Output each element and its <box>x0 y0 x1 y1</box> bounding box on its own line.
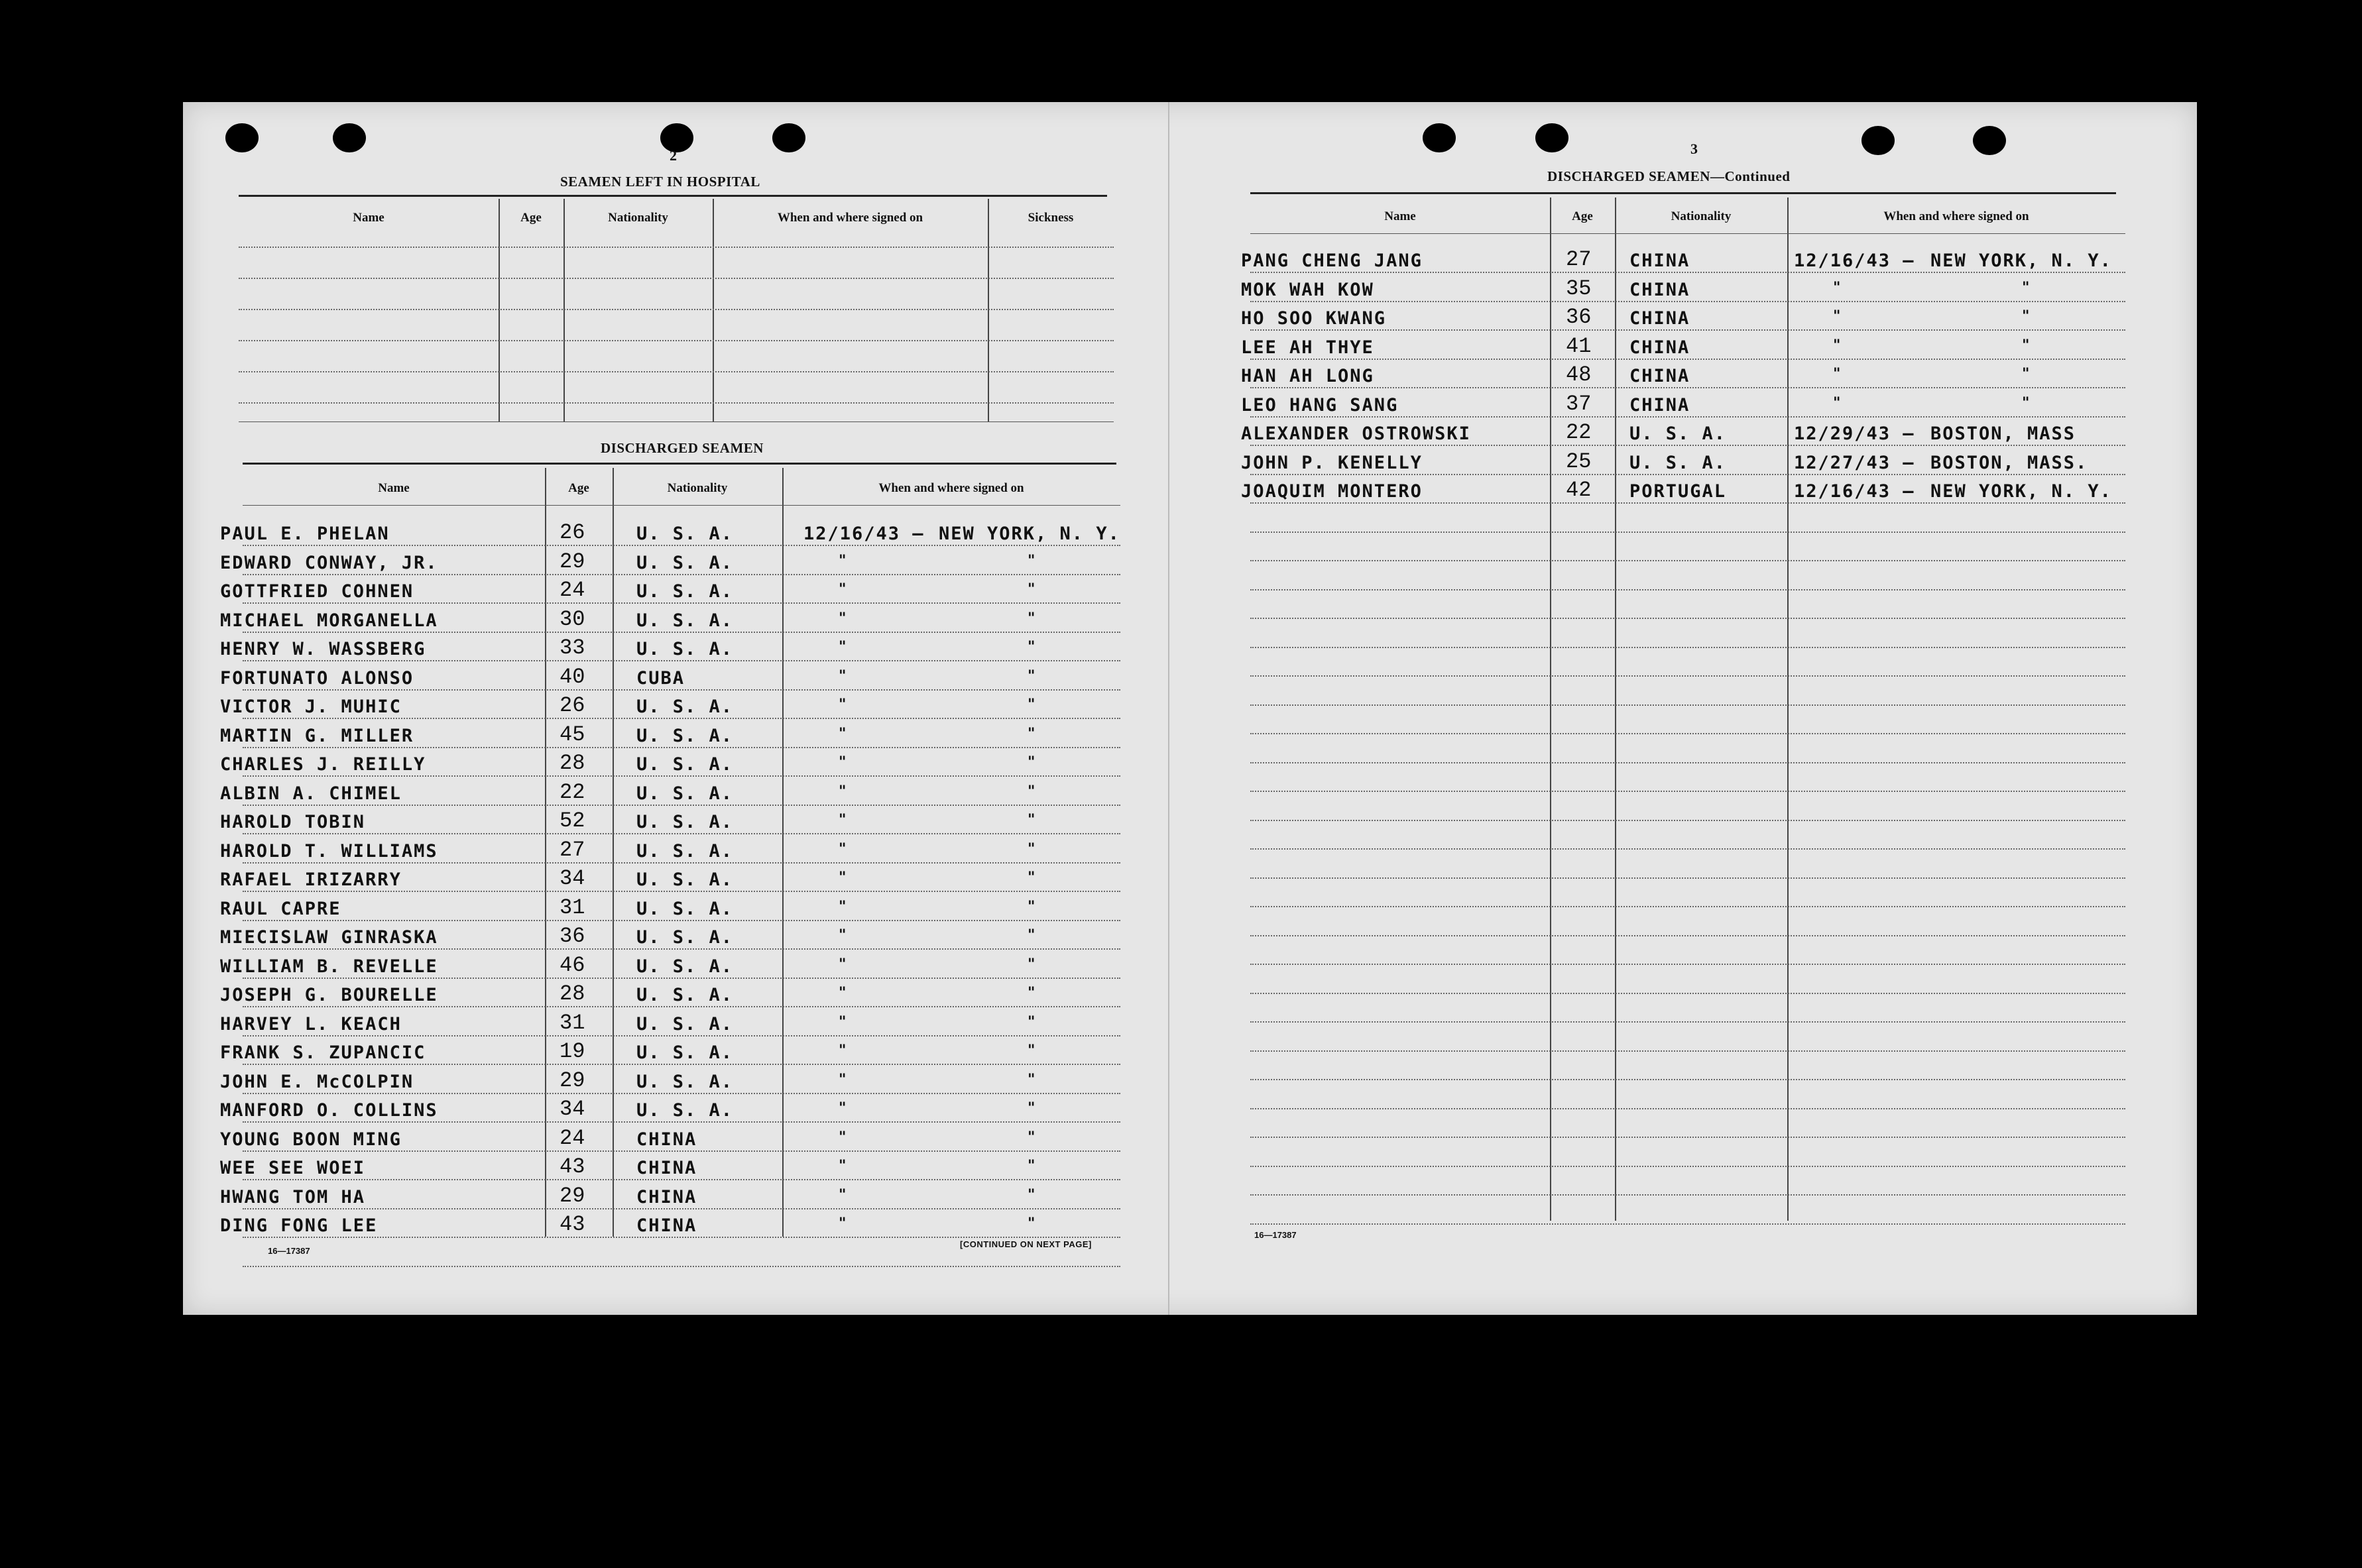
punch-hole <box>1973 126 2006 155</box>
row-rule <box>1250 502 2125 504</box>
row-rule <box>243 689 1120 691</box>
row-rule <box>1250 560 2125 561</box>
seaman-name: MIECISLAW GINRASKA <box>220 927 438 948</box>
signed-on-place: " <box>2022 394 2031 412</box>
seaman-name: ALEXANDER OSTROWSKI <box>1241 423 1471 444</box>
seaman-age: 22 <box>1566 420 1592 445</box>
seaman-name: PANG CHENG JANG <box>1241 251 1423 271</box>
row-rule <box>1250 589 2125 590</box>
seaman-nationality: CHINA <box>1629 308 1690 329</box>
discharged-title: DISCHARGED SEAMEN <box>601 440 764 456</box>
signed-on-place: " <box>1028 552 1037 569</box>
seaman-age: 29 <box>560 549 585 574</box>
row-rule <box>1250 675 2125 677</box>
seaman-nationality: U. S. A. <box>636 552 734 573</box>
seaman-age: 26 <box>560 693 585 718</box>
seaman-age: 25 <box>1566 449 1592 474</box>
seaman-nationality: PORTUGAL <box>1629 481 1727 502</box>
page-number-right: 3 <box>1690 140 1698 157</box>
seaman-age: 34 <box>560 1097 585 1121</box>
seaman-name: RAUL CAPRE <box>220 898 341 919</box>
seaman-name: RAFAEL IRIZARRY <box>220 869 402 890</box>
column-header: When and where signed on <box>1883 209 2029 223</box>
signed-on-place: " <box>1028 1013 1037 1031</box>
page-number-left: 2 <box>670 147 677 164</box>
row-rule <box>1250 762 2125 763</box>
row-rule <box>1250 359 2125 360</box>
continued-note: [CONTINUED ON NEXT PAGE] <box>960 1239 1092 1249</box>
seaman-name: HAROLD TOBIN <box>220 812 366 832</box>
row-rule <box>243 574 1120 575</box>
form-number-left: 16—17387 <box>268 1246 310 1256</box>
seaman-name: JOHN P. KENELLY <box>1241 452 1423 473</box>
signed-on-date: " <box>839 956 848 973</box>
signed-on-date: 12/16/43 – <box>1794 251 1915 271</box>
row-rule <box>243 602 1120 604</box>
seaman-nationality: CHINA <box>636 1158 697 1178</box>
signed-on-place: BOSTON, MASS <box>1930 423 2076 444</box>
row-rule <box>1250 647 2125 648</box>
row-rule <box>243 948 1120 950</box>
discharged-continued-title: DISCHARGED SEAMEN—Continued <box>1547 168 1791 184</box>
signed-on-date: " <box>1833 279 1842 296</box>
column-header: Age <box>520 211 542 225</box>
row-rule <box>243 1064 1120 1065</box>
row-rule <box>243 805 1120 806</box>
row-rule <box>1250 1223 2125 1225</box>
seaman-age: 28 <box>560 981 585 1006</box>
signed-on-place: " <box>1028 840 1037 858</box>
signed-on-place: " <box>1028 985 1037 1001</box>
row-rule <box>1250 301 2125 302</box>
row-rule <box>239 247 1114 248</box>
seaman-name: WILLIAM B. REVELLE <box>220 956 438 977</box>
column-header: Name <box>1384 209 1416 223</box>
signed-on-date: " <box>839 869 848 886</box>
divider <box>243 505 1120 506</box>
signed-on-place: " <box>1028 581 1037 598</box>
punch-hole <box>660 123 693 152</box>
signed-on-date: " <box>839 697 848 713</box>
seaman-nationality: CHINA <box>1629 251 1690 271</box>
column-header: Sickness <box>1028 211 1074 225</box>
signed-on-date: " <box>839 610 848 627</box>
seaman-name: GOTTFRIED COHNEN <box>220 581 414 602</box>
row-rule <box>1250 1194 2125 1196</box>
seaman-age: 34 <box>560 866 585 891</box>
row-rule <box>243 747 1120 748</box>
signed-on-place: " <box>1028 697 1037 713</box>
signed-on-date: " <box>1833 394 1842 412</box>
signed-on-place: " <box>2022 279 2031 296</box>
signed-on-date: " <box>839 985 848 1001</box>
seaman-nationality: CHINA <box>1629 394 1690 416</box>
signed-on-place: NEW YORK, N. Y. <box>939 524 1120 544</box>
signed-on-date: " <box>839 898 848 915</box>
signed-on-date: " <box>839 639 848 655</box>
signed-on-place: " <box>1028 1186 1037 1204</box>
column-divider <box>499 199 500 421</box>
seaman-nationality: U. S. A. <box>636 610 734 631</box>
signed-on-place: " <box>1028 956 1037 973</box>
signed-on-place: " <box>1028 639 1037 655</box>
row-rule <box>1250 618 2125 619</box>
seaman-age: 24 <box>560 578 585 602</box>
seaman-nationality: CHINA <box>1629 366 1690 386</box>
seaman-nationality: U. S. A. <box>636 524 734 544</box>
seaman-age: 52 <box>560 809 585 833</box>
punch-hole <box>772 123 805 152</box>
seaman-nationality: U. S. A. <box>1629 452 1727 473</box>
seaman-nationality: CHINA <box>1629 337 1690 358</box>
row-rule <box>1250 272 2125 273</box>
form-number-right: 16—17387 <box>1254 1230 1297 1240</box>
row-rule <box>243 632 1120 633</box>
row-rule <box>243 660 1120 661</box>
signed-on-date: " <box>839 783 848 800</box>
seaman-nationality: U. S. A. <box>636 927 734 948</box>
signed-on-date: " <box>839 667 848 685</box>
seaman-age: 27 <box>1566 247 1592 272</box>
signed-on-place: " <box>2022 366 2031 382</box>
signed-on-place: " <box>1028 1071 1037 1088</box>
row-rule <box>1250 1050 2125 1052</box>
seaman-nationality: CUBA <box>636 667 685 689</box>
row-rule <box>243 891 1120 892</box>
row-rule <box>1250 877 2125 879</box>
document-sheet <box>183 102 2197 1315</box>
divider <box>1250 233 2125 234</box>
signed-on-date: " <box>839 1071 848 1088</box>
row-rule <box>243 833 1120 834</box>
row-rule <box>243 1093 1120 1094</box>
signed-on-place: NEW YORK, N. Y. <box>1930 251 2112 271</box>
row-rule <box>243 718 1120 719</box>
seaman-nationality: U. S. A. <box>636 754 734 775</box>
signed-on-place: " <box>1028 812 1037 828</box>
seaman-name: ALBIN A. CHIMEL <box>220 783 402 804</box>
signed-on-date: " <box>839 1100 848 1117</box>
signed-on-date: " <box>1833 366 1842 382</box>
signed-on-date: 12/16/43 – <box>1794 481 1915 502</box>
seaman-name: MICHAEL MORGANELLA <box>220 610 438 631</box>
seaman-age: 33 <box>560 636 585 660</box>
seaman-age: 42 <box>1566 478 1592 502</box>
seaman-nationality: U. S. A. <box>636 725 734 746</box>
seaman-name: CHARLES J. REILLY <box>220 754 426 775</box>
column-header: When and where signed on <box>777 211 923 225</box>
seaman-name: JOHN E. McCOLPIN <box>220 1071 414 1092</box>
seaman-name: EDWARD CONWAY, JR. <box>220 552 438 573</box>
column-header: Name <box>378 481 410 495</box>
seaman-name: HWANG TOM HA <box>220 1186 366 1207</box>
column-divider <box>988 199 989 421</box>
row-rule <box>243 1237 1120 1238</box>
seaman-age: 27 <box>560 837 585 862</box>
seaman-name: PAUL E. PHELAN <box>220 524 390 544</box>
signed-on-date: " <box>839 927 848 944</box>
seaman-age: 28 <box>560 751 585 775</box>
seaman-age: 26 <box>560 520 585 545</box>
seaman-age: 36 <box>560 924 585 948</box>
seaman-name: MANFORD O. COLLINS <box>220 1100 438 1121</box>
row-rule <box>1250 416 2125 418</box>
seaman-name: LEO HANG SANG <box>1241 394 1399 416</box>
divider <box>243 463 1116 465</box>
row-rule <box>1250 387 2125 388</box>
seaman-age: 41 <box>1566 333 1592 359</box>
seaman-age: 30 <box>560 606 585 632</box>
row-rule <box>1250 1021 2125 1023</box>
hospital-title: SEAMEN LEFT IN HOSPITAL <box>560 174 760 190</box>
column-header: Name <box>353 211 384 225</box>
seaman-name: DING FONG LEE <box>220 1215 378 1236</box>
row-rule <box>243 978 1120 979</box>
signed-on-place: " <box>1028 667 1037 685</box>
signed-on-date: " <box>839 1129 848 1146</box>
seaman-name: HO SOO KWANG <box>1241 308 1387 329</box>
signed-on-date: " <box>839 1013 848 1031</box>
seaman-nationality: CHINA <box>636 1215 697 1236</box>
seaman-name: HARVEY L. KEACH <box>220 1013 402 1035</box>
punch-hole <box>225 123 259 152</box>
signed-on-date: " <box>839 1215 848 1232</box>
page-fold <box>1168 102 1169 1315</box>
row-rule <box>1250 993 2125 994</box>
seaman-nationality: U. S. A. <box>636 1100 734 1121</box>
column-header: Age <box>1572 209 1593 223</box>
seaman-age: 31 <box>560 895 585 920</box>
row-rule <box>243 1006 1120 1007</box>
signed-on-place: " <box>1028 725 1037 742</box>
seaman-age: 46 <box>560 952 585 978</box>
seaman-age: 36 <box>1566 305 1592 329</box>
signed-on-place: " <box>1028 1215 1037 1232</box>
column-divider <box>713 199 714 421</box>
row-rule <box>1250 704 2125 706</box>
seaman-age: 29 <box>560 1068 585 1093</box>
column-header: Nationality <box>667 481 728 495</box>
divider <box>1250 192 2116 194</box>
signed-on-place: " <box>1028 1042 1037 1059</box>
signed-on-place: " <box>1028 927 1037 944</box>
seaman-age: 48 <box>1566 363 1592 387</box>
row-rule <box>1250 906 2125 907</box>
seaman-nationality: U. S. A. <box>636 1071 734 1092</box>
row-rule <box>1250 532 2125 533</box>
signed-on-date: " <box>839 754 848 771</box>
row-rule <box>239 371 1114 372</box>
seaman-nationality: U. S. A. <box>636 898 734 919</box>
row-rule <box>243 862 1120 864</box>
column-header: Nationality <box>608 211 668 225</box>
row-rule <box>1250 474 2125 475</box>
seaman-name: HAN AH LONG <box>1241 366 1374 386</box>
seaman-age: 37 <box>1566 391 1592 416</box>
seaman-name: FORTUNATO ALONSO <box>220 667 414 689</box>
seaman-nationality: U. S. A. <box>636 985 734 1005</box>
punch-hole <box>1535 123 1568 152</box>
seaman-name: FRANK S. ZUPANCIC <box>220 1042 426 1063</box>
seaman-age: 35 <box>1566 276 1592 301</box>
signed-on-date: 12/27/43 – <box>1794 452 1915 473</box>
signed-on-date: " <box>1833 308 1842 325</box>
seaman-name: WEE SEE WOEI <box>220 1158 366 1178</box>
row-rule <box>1250 1108 2125 1109</box>
divider <box>239 195 1107 197</box>
row-rule <box>243 545 1120 546</box>
signed-on-date: 12/29/43 – <box>1794 423 1915 444</box>
seaman-age: 45 <box>560 722 585 747</box>
signed-on-place: " <box>1028 1129 1037 1146</box>
row-rule <box>1250 964 2125 965</box>
seaman-name: LEE AH THYE <box>1241 337 1374 358</box>
row-rule <box>1250 935 2125 936</box>
column-header: When and where signed on <box>878 481 1024 495</box>
divider <box>239 421 1114 422</box>
seaman-age: 19 <box>560 1039 585 1064</box>
signed-on-date: " <box>839 581 848 598</box>
seaman-nationality: U. S. A. <box>636 639 734 659</box>
row-rule <box>243 1179 1120 1180</box>
signed-on-date: " <box>839 840 848 858</box>
signed-on-place: " <box>2022 337 2031 354</box>
signed-on-place: NEW YORK, N. Y. <box>1930 481 2112 502</box>
seaman-nationality: CHINA <box>1629 279 1690 300</box>
seaman-age: 31 <box>560 1010 585 1035</box>
column-divider <box>1615 197 1616 1221</box>
seaman-nationality: U. S. A. <box>636 956 734 977</box>
row-rule <box>239 340 1114 341</box>
seaman-nationality: U. S. A. <box>636 812 734 832</box>
seaman-name: JOSEPH G. BOURELLE <box>220 985 438 1005</box>
signed-on-date: " <box>839 1186 848 1204</box>
row-rule <box>239 309 1114 310</box>
seaman-age: 29 <box>560 1183 585 1208</box>
row-rule <box>243 1208 1120 1209</box>
seaman-nationality: U. S. A. <box>636 1013 734 1035</box>
seaman-age: 22 <box>560 779 585 805</box>
row-rule <box>239 402 1114 404</box>
column-header: Age <box>568 481 589 495</box>
column-divider <box>1787 197 1789 1221</box>
row-rule <box>1250 848 2125 850</box>
row-rule <box>243 775 1120 777</box>
row-rule <box>1250 1166 2125 1167</box>
signed-on-date: " <box>839 552 848 569</box>
row-rule <box>243 1121 1120 1123</box>
punch-hole <box>1423 123 1456 152</box>
seaman-age: 43 <box>560 1212 585 1237</box>
punch-hole <box>333 123 366 152</box>
seaman-nationality: U. S. A. <box>636 840 734 862</box>
seaman-name: MOK WAH KOW <box>1241 279 1374 300</box>
signed-on-date: " <box>839 1042 848 1059</box>
row-rule <box>243 1035 1120 1036</box>
signed-on-date: " <box>1833 337 1842 354</box>
row-rule <box>243 1266 1120 1267</box>
seaman-nationality: U. S. A. <box>636 581 734 602</box>
row-rule <box>1250 1137 2125 1138</box>
seaman-age: 24 <box>560 1125 585 1150</box>
column-divider <box>1550 197 1551 1221</box>
row-rule <box>1250 329 2125 331</box>
row-rule <box>239 278 1114 279</box>
seaman-name: YOUNG BOON MING <box>220 1129 402 1150</box>
seaman-nationality: CHINA <box>636 1129 697 1150</box>
signed-on-place: " <box>1028 754 1037 771</box>
seaman-name: HAROLD T. WILLIAMS <box>220 840 438 862</box>
seaman-age: 40 <box>560 664 585 689</box>
signed-on-place: " <box>1028 1158 1037 1174</box>
seaman-name: VICTOR J. MUHIC <box>220 697 402 717</box>
seaman-nationality: U. S. A. <box>1629 423 1727 444</box>
seaman-nationality: U. S. A. <box>636 697 734 717</box>
signed-on-date: " <box>839 812 848 828</box>
column-header: Nationality <box>1671 209 1732 223</box>
row-rule <box>243 1150 1120 1152</box>
row-rule <box>1250 1079 2125 1080</box>
seaman-nationality: U. S. A. <box>636 869 734 890</box>
row-rule <box>1250 791 2125 792</box>
punch-hole <box>1861 126 1895 155</box>
signed-on-place: " <box>1028 1100 1037 1117</box>
row-rule <box>1250 733 2125 734</box>
signed-on-place: BOSTON, MASS. <box>1930 452 2088 473</box>
signed-on-place: " <box>1028 610 1037 627</box>
signed-on-date: " <box>839 1158 848 1174</box>
column-divider <box>563 199 565 421</box>
row-rule <box>1250 445 2125 446</box>
seaman-age: 43 <box>560 1154 585 1179</box>
signed-on-place: " <box>1028 783 1037 800</box>
row-rule <box>1250 820 2125 821</box>
signed-on-place: " <box>1028 898 1037 915</box>
seaman-nationality: U. S. A. <box>636 1042 734 1063</box>
signed-on-place: " <box>2022 308 2031 325</box>
signed-on-date: " <box>839 725 848 742</box>
seaman-name: MARTIN G. MILLER <box>220 725 414 746</box>
signed-on-place: " <box>1028 869 1037 886</box>
signed-on-date: 12/16/43 – <box>803 524 925 544</box>
seaman-nationality: U. S. A. <box>636 783 734 804</box>
row-rule <box>243 920 1120 921</box>
seaman-name: HENRY W. WASSBERG <box>220 639 426 659</box>
seaman-nationality: CHINA <box>636 1186 697 1207</box>
seaman-name: JOAQUIM MONTERO <box>1241 481 1423 502</box>
